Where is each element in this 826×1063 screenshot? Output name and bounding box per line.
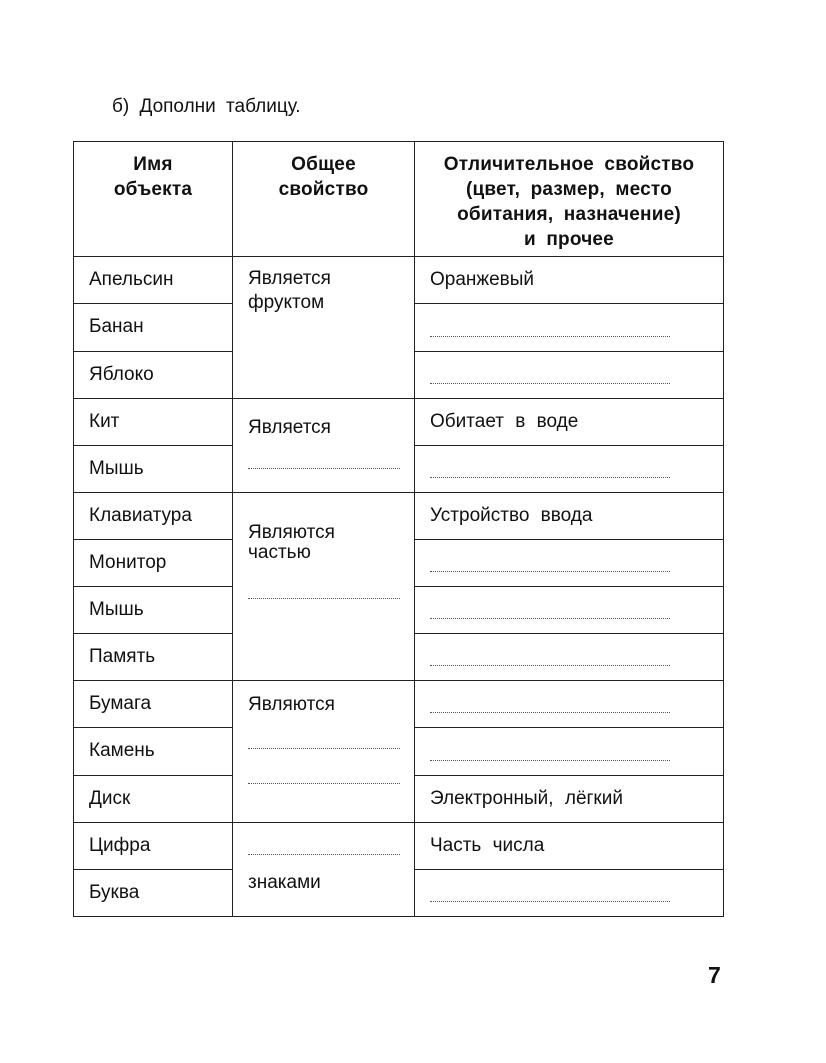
object-name: Диск (74, 775, 233, 822)
distinct-property: Устройство ввода (415, 492, 724, 539)
distinct-property: Оранжевый (415, 257, 724, 304)
task-instruction: б) Дополни таблицу. (112, 96, 301, 117)
header-name-line: Имя (133, 154, 173, 175)
distinct-answer-field[interactable] (415, 634, 724, 681)
object-name: Банан (74, 304, 233, 351)
common-property-text: Является (248, 268, 331, 290)
table-row (74, 398, 724, 445)
common-property-text: Является (248, 416, 331, 438)
distinct-answer-field[interactable] (415, 539, 724, 586)
header-distinct (415, 142, 724, 257)
header-distinct-line: (цвет, размер, место (466, 179, 672, 200)
header-row (74, 142, 724, 257)
page-number: 7 (708, 962, 721, 988)
header-distinct-line: обитания, назначение) (457, 204, 681, 225)
answer-dotted-line (248, 854, 400, 855)
distinct-answer-field[interactable] (415, 728, 724, 775)
answer-dotted-line (430, 665, 670, 666)
common-property-cell[interactable] (233, 398, 415, 492)
answer-dotted-line (248, 598, 400, 599)
table-row (74, 257, 724, 304)
distinct-property: Электронный, лёгкий (415, 775, 724, 822)
header-distinct-line: и прочее (524, 229, 614, 250)
distinct-answer-field[interactable] (415, 351, 724, 398)
header-common-line: Общее (291, 154, 356, 175)
object-name: Клавиатура (74, 492, 233, 539)
common-property-text: Являются (248, 694, 335, 716)
distinct-property: Часть числа (415, 822, 724, 869)
header-common-line: свойство (278, 179, 369, 200)
distinct-answer-field[interactable] (415, 869, 724, 916)
answer-dotted-line (430, 336, 670, 337)
answer-dotted-line (248, 468, 400, 469)
common-property-text: Являются (248, 521, 335, 543)
header-name-line: объекта (113, 179, 193, 200)
header-name (74, 142, 233, 257)
distinct-property: Обитает в воде (415, 398, 724, 445)
object-name: Бумага (74, 681, 233, 728)
distinct-answer-field[interactable] (415, 681, 724, 728)
distinct-answer-field[interactable] (415, 445, 724, 492)
table-row (74, 681, 724, 728)
answer-dotted-line (430, 477, 670, 478)
common-property-cell[interactable] (233, 681, 415, 822)
object-name: Память (74, 634, 233, 681)
object-name: Монитор (74, 539, 233, 586)
common-property-cell[interactable] (233, 257, 415, 398)
object-name: Мышь (74, 445, 233, 492)
table-row (74, 822, 724, 869)
answer-dotted-line (430, 901, 670, 902)
header-distinct-line: Отличительное свойство (443, 154, 695, 175)
common-property-text: частью (248, 541, 311, 563)
fill-in-table (73, 141, 724, 917)
answer-dotted-line (430, 712, 670, 713)
object-name: Буква (74, 869, 233, 916)
answer-dotted-line (248, 748, 400, 749)
common-property-text: фруктом (248, 292, 325, 314)
answer-dotted-line (430, 760, 670, 761)
object-name: Апельсин (74, 257, 233, 304)
answer-dotted-line (248, 783, 400, 784)
distinct-answer-field[interactable] (415, 304, 724, 351)
table-row (74, 492, 724, 539)
common-property-text: знаками (248, 871, 321, 893)
answer-dotted-line (430, 618, 670, 619)
common-property-cell[interactable] (233, 492, 415, 680)
object-name: Яблоко (74, 351, 233, 398)
distinct-answer-field[interactable] (415, 587, 724, 634)
object-name: Камень (74, 728, 233, 775)
object-name: Мышь (74, 587, 233, 634)
header-common (233, 142, 415, 257)
answer-dotted-line (430, 571, 670, 572)
object-name: Цифра (74, 822, 233, 869)
object-name: Кит (74, 398, 233, 445)
answer-dotted-line (430, 383, 670, 384)
common-property-cell[interactable] (233, 822, 415, 916)
